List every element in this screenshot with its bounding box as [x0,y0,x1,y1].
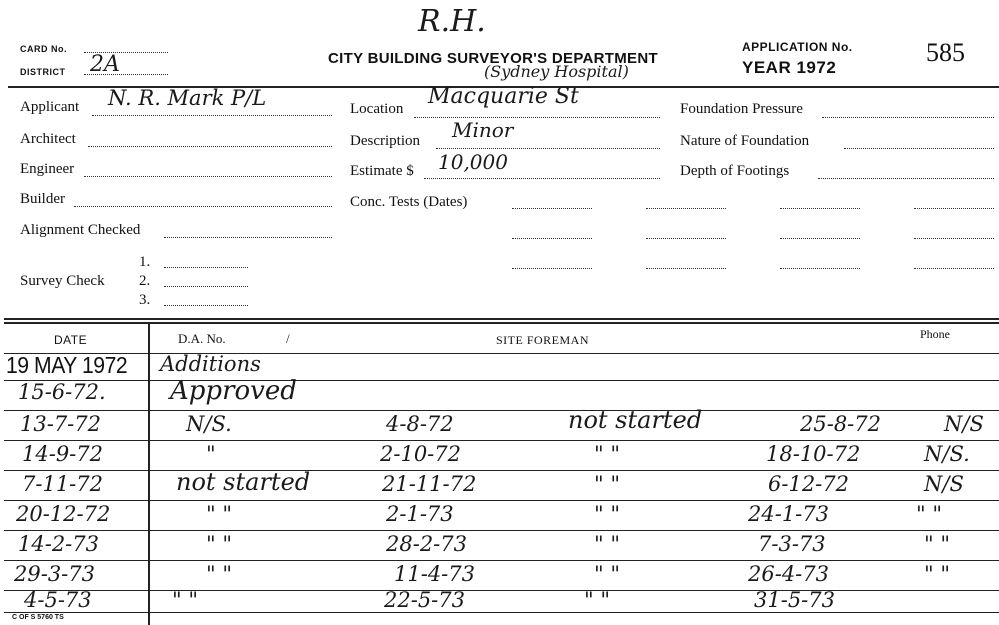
depth-footings-line [818,178,994,179]
conc-line-a1 [512,208,592,209]
row-entry-1: " [206,442,216,466]
row-rule-2 [4,410,999,411]
location-label: Location [350,101,404,117]
card-no-label: CARD No. [20,44,67,54]
row-entry-4: 6-12-72 [768,472,849,496]
conc-line-c1 [512,268,592,269]
table-top-rule-1 [4,318,999,320]
row-rule-6 [4,530,999,531]
row-entry-2: 11-4-73 [394,562,475,586]
survey-2: 2. [139,273,151,289]
row-entry-3: " " [584,588,610,612]
estimate-line [424,178,660,179]
row-entry-3: not started [568,406,703,434]
row-entry-2: 21-11-72 [382,472,477,496]
row-date: 29-3-73 [14,562,95,586]
application-no: 585 [926,38,965,67]
applicant-line [92,115,332,116]
row-entry-5: " " [916,502,942,526]
row-entry-1: not started [176,468,311,496]
row-entry-4: 18-10-72 [766,442,861,466]
department-subnote: (Sydney Hospital) [484,62,629,81]
phone-header: Phone [920,327,950,341]
application-no-label: APPLICATION No. [742,40,853,54]
row-entry-1: " " [172,588,198,612]
description-label: Description [350,133,420,149]
row-entry-3: " " [594,562,620,586]
district-value: 2A [90,52,120,77]
row-rule-9 [4,612,999,613]
alignment-line [164,237,332,238]
conc-line-c2 [646,268,726,269]
engineer-line [84,176,332,177]
footer-code: C OF S 5760 TS [12,614,64,621]
row-date: 19 MAY 1972 [6,352,128,378]
row-date: 15-6-72. [18,380,106,404]
conc-line-a4 [914,208,994,209]
row-entry-2: 22-5-73 [384,588,465,612]
row-entry-5: N/S [924,472,964,496]
depth-footings-label: Depth of Footings [680,163,790,179]
row-entry-1: N/S. [186,412,232,436]
row-entry-4: 25-8-72 [800,412,881,436]
row-entry-1: " " [206,562,232,586]
conc-line-b3 [780,238,860,239]
row-entry-2: 2-10-72 [380,442,461,466]
row-date: 14-2-73 [18,532,99,556]
conc-line-a3 [780,208,860,209]
location-line [414,117,660,118]
conc-line-a2 [646,208,726,209]
row-entry-2: 28-2-73 [386,532,467,556]
header-bottom-rule [4,353,999,354]
conc-line-b4 [914,238,994,239]
estimate-label: Estimate $ [350,163,414,179]
foreman-header: SITE FOREMAN [496,333,590,347]
row-rule-8 [4,590,999,591]
da-slash: / [286,331,290,346]
row-rule-7 [4,560,999,561]
builder-line [74,206,332,207]
row-entry-2: 4-8-72 [386,412,454,436]
table-top-rule-2 [4,322,999,324]
conc-line-b2 [646,238,726,239]
row-entry-3: " " [594,502,620,526]
row-entry-1: Approved [170,376,297,406]
row-date: 20-12-72 [16,502,111,526]
foundation-pressure-line [822,117,994,118]
engineer-label: Engineer [20,161,75,177]
department-title: CITY BUILDING SURVEYOR'S DEPARTMENT [328,50,658,67]
row-entry-3: " " [594,442,620,466]
row-entry-4: 31-5-73 [754,588,835,612]
survey-2-line [164,286,248,287]
survey-label: Survey Check [20,273,105,289]
row-entry-1: " " [206,502,232,526]
row-entry-4: 7-3-73 [758,532,826,556]
row-date: 4-5-73 [24,588,92,612]
conc-tests-label: Conc. Tests (Dates) [350,194,468,210]
row-entry-1: Additions [160,352,261,376]
row-entry-1: " " [206,532,232,556]
description-line [436,148,660,149]
alignment-label: Alignment Checked [20,222,141,238]
row-entry-5: " " [924,562,950,586]
top-note: R.H. [418,4,486,39]
row-rule-3 [4,440,999,441]
row-entry-4: 26-4-73 [748,562,829,586]
row-rule-1 [4,380,999,381]
builder-label: Builder [20,191,65,207]
survey-3: 3. [139,292,151,308]
date-column-divider [148,322,150,625]
architect-line [88,146,332,147]
district-label: DISTRICT [20,67,66,77]
conc-line-b1 [512,238,592,239]
row-entry-2: 2-1-73 [386,502,454,526]
row-date: 7-11-72 [22,472,103,496]
date-header: DATE [54,333,88,347]
row-entry-5: N/S [944,412,984,436]
row-entry-5: " " [924,532,950,556]
da-header: D.A. No. [178,331,226,346]
nature-foundation-line [844,148,994,149]
location-value: Macquarie St [428,84,579,109]
applicant-value: N. R. Mark P/L [108,86,267,110]
survey-3-line [164,305,248,306]
survey-1-line [164,267,248,268]
row-date: 14-9-72 [22,442,103,466]
row-entry-3: " " [594,472,620,496]
conc-line-c4 [914,268,994,269]
row-date: 13-7-72 [20,412,101,436]
nature-foundation-label: Nature of Foundation [680,133,810,149]
applicant-label: Applicant [20,99,80,115]
row-entry-5: N/S. [924,442,970,466]
estimate-value: 10,000 [438,150,508,174]
survey-1: 1. [139,254,151,270]
architect-label: Architect [20,131,76,147]
conc-line-c3 [780,268,860,269]
foundation-pressure-label: Foundation Pressure [680,101,803,117]
description-value: Minor [452,118,514,142]
row-rule-5 [4,500,999,501]
row-entry-4: 24-1-73 [748,502,829,526]
year-label: YEAR 1972 [742,58,837,77]
row-rule-4 [4,470,999,471]
row-entry-3: " " [594,532,620,556]
